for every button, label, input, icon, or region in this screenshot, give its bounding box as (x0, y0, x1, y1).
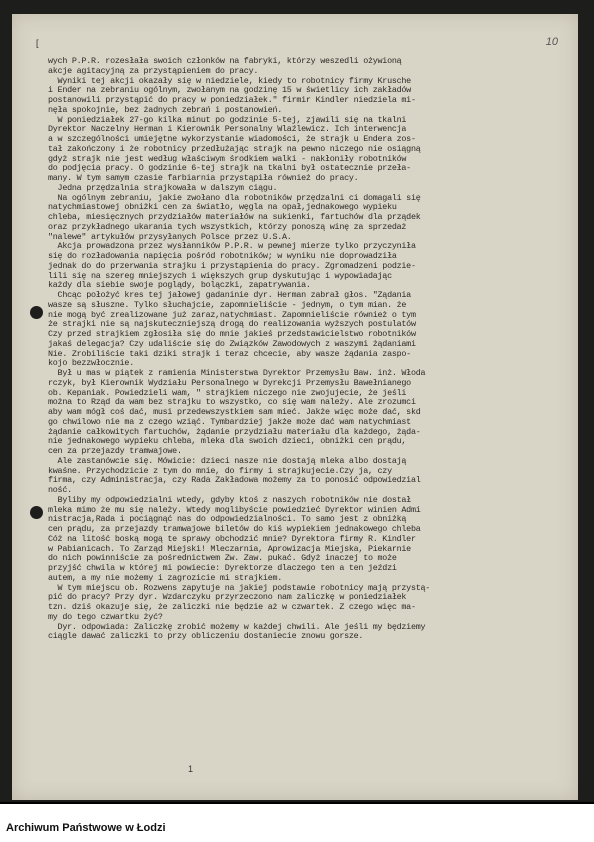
text-line: tzn. dziś okazuje się, że zaliczki nie będzie aż w czwartek. Z czego więc ma- (48, 603, 416, 612)
archive-name: Archiwum Państwowe w Łodzi (6, 822, 166, 834)
text-line: ność. (48, 486, 72, 495)
text-line: go chwilowo nie ma z czego wziąć. Tymbardziej jakże może dać wam natychmiast (48, 417, 411, 427)
text-line: tał zakończony i że robotnicy przedłużając strajk na pewno niczego nie osiągną (48, 144, 421, 154)
punch-hole (30, 506, 43, 519)
text-line: rczyk, był Kierownik Wydziału Personalnego w Dyrekcji Przemysłu Bawełnianego (48, 378, 411, 388)
text-line: Chcąc położyć kres tej jałowej gadaninie dyr. Herman zabrał głos. "Żądania (48, 291, 411, 300)
text-line: aby wam mógł coś dać, musi przedewszystkiem sam mieć. Jakże więc może dać, skd (48, 408, 421, 417)
text-line: many. W tym samym czasie farbiarnia przystąpiła również do pracy. (48, 174, 359, 183)
text-line: W poniedziałek 27-go kilka minut po godzinie 5-tej, zjawili się na tkalni (48, 115, 407, 125)
text-line: nęła spokojnie, bez żadnych zebrań i postanowień. (48, 105, 283, 115)
text-line: wych P.P.R. rozesłała swoich członków na fabryki, którzy weszedli ożywioną (48, 57, 402, 66)
text-line: jednak do do przerwania strajku i przystąpienia do pracy. Zgromadzeni podzie- (48, 261, 416, 271)
text-line: cen prądu, za przejazdy tramwajowe biletów do kiś wypiekiem jednakowego chleba (48, 525, 421, 534)
text-line: Czy przed strajkiem zgłosiła się do mnie jakieś przedstawicielstwo robotników (48, 330, 416, 339)
text-line: kojo bezzwłocznie. (48, 359, 134, 369)
text-line: lili się na szereg mniejszych i większych grup dyskutując i wypowiadając (48, 271, 392, 281)
text-line: W tym miejscu ob. Rozwens zapytuje na jakiej podstawie robotnicy mają przystą- (48, 583, 431, 593)
text-line: nie mogą być zrealizowane już zaraz,natychmiast. Zapomnieliście również o tym (48, 310, 416, 320)
text-line: postanowili przystąpić do pracy w poniedziałek." firmir Kindler niedziela mi- (48, 96, 416, 105)
text-line: nie jednakowego wypieku chleba, mleka dla swoich dzieci, obniżki cen prądu, (48, 437, 407, 447)
text-line: firma, czy Administracja, czy Rada Zakładowa możemy za to ponosić odpowiedzial (48, 476, 421, 486)
text-line: się do rozładowania napięcia pośród robotników; w wyniku nie doprowadziła (48, 252, 397, 261)
text-line: można to Rząd da wam bez strajku to wszystko, co się wam należy. Ale zrozumci (48, 398, 416, 408)
text-line: Cóż na litość boską mogą te sprawy obchodzić mnie? Dyrektora firmy R. Kindler (48, 534, 416, 544)
text-line: Akcja prowadzona przez wysłanników P.P.R. w pewnej mierze tylko przyczyniła (48, 242, 416, 252)
text-line: my do tego czwartku żyć? (48, 612, 163, 622)
text-line: pić do pracy? Przy dyr. Wzdarczyku przyrzeczono nam zaliczkę w poniedziałek (48, 593, 407, 603)
text-line: natychmiastowej obniżki cen za światło, węgla na opał,jednakowego wypieku (48, 203, 397, 213)
margin-mark: 1 (188, 764, 194, 774)
text-line: do nich powinniście za pośrednictwem Zw. Zaw. pukać. Gdyż inaczej to może (48, 554, 397, 564)
text-line: że strajki nie są najskuteczniejszą drogą do realizowania wyższych postulatów (48, 320, 416, 330)
text-line: wasze są słuszne. Tylko słuchajcie, zapomnieliście - jednym, o tym mian. że (48, 300, 407, 310)
typewritten-text (48, 57, 576, 642)
text-line: Byliby my odpowiedzialni wtedy, gdyby ktoś z naszych robotników nie dostał (48, 495, 411, 505)
text-line: żądanie całkowitych fartuchów, żądanie przydziału materiału dla każdego, żąda- (48, 427, 421, 437)
document-page (12, 14, 578, 800)
text-line: oraz przykładnego ukarania tych wszystkich, którzy ponoszą winę za sprzedaż (48, 222, 407, 232)
text-line: do podjęcia pracy. O godzinie 6-tej strajk na tkalni był ostatecznie przeła- (48, 164, 411, 174)
text-line: przyjść chwila w której mi powiecie: Dyrektorze dlaczego ten a ten jeździ (48, 564, 397, 573)
text-line: i Ender na zebraniu ogólnym, zwołanym na godzinę 15 w świetlicy ich zakładów (48, 86, 411, 96)
archive-footer (0, 802, 594, 842)
text-line: jakaś delegacja? Czy udaliście się do Związków Zawodowych z waszymi żądaniami (48, 339, 416, 349)
text-line: każdy dla siebie swoje poglądy, bolączki, zapatrywania. (48, 281, 311, 291)
text-line: gdyż strajk nie jest według właściwym środkiem walki - nakłoniły robotników (48, 154, 407, 164)
text-line: autem, a my nie możemy i zagrozicie mi strajkiem. (48, 573, 283, 583)
text-line: ciągle dawać zaliczki to przy obliczeniu dostaniecie znowu gorsze. (48, 632, 364, 642)
margin-mark: [ (36, 38, 39, 48)
text-line: kwaśne. Przychodzicie z tym do mnie, do firmy i strajkujecie.Czy ja, czy (48, 466, 392, 476)
text-line: w Pabianicach. To Zarząd Miejski! Mleczarnia, Aprowizacja Miejska, Piekarnie (48, 544, 411, 554)
text-line: Na ogólnym zebraniu, jakie zwołano dla robotników przędzalni ci domagali się (48, 193, 421, 203)
text-line: Ale zastanówcie się. Mówicie: dzieci nasze nie dostają mleka albo dostają (48, 456, 407, 466)
text-line: Nie. Zrobiliście taki dziki strajk i teraz chcecie, aby wasze żądania zaspo- (48, 349, 411, 359)
text-line: akcje agitacyjną za przystąpieniem do pracy. (48, 66, 259, 76)
text-line: chleba, miesięcznych przydziałów materiałów na sukienki, fartuchów dla prządek (48, 213, 421, 222)
text-line: mleka mimo że mu się należy. Wtedy moglibyście powiedzieć Dyrektor winien Admi (48, 505, 421, 515)
text-line: "nalewe" artykułów przysyłanych Polsce przez U.S.A. (48, 232, 292, 242)
punch-hole (30, 306, 43, 319)
text-line: Wyniki tej akcji okazały się w niedziele, kiedy to robotnicy firmy Krusche (48, 76, 411, 86)
text-line: Jedna przędzalnia strajkowała w dalszym ciągu. (48, 183, 278, 193)
text-line: ob. Kepaniak. Powiedzieli wam, " strajkiem niczego nie zwojujecie, że jeśli (48, 388, 407, 398)
text-line: Dyrektor Naczelny Herman i Kierownik Personalny Wlaźlewicz. Ich interwencja (48, 125, 407, 135)
text-line: a w szczególności umiejętne wykorzystanie wiadomości, że strajk u Endera zos- (48, 135, 416, 144)
text-line: nistracja,Rada i pociągnąć nas do odpowiedzialności. To samo jest z obniżką (48, 515, 407, 525)
text-line: cen za przejazdy tramwajowe. (48, 447, 182, 456)
text-line: Był u mas w piątek z ramienia Ministerstwa Dyrektor Przemysłu Baw. inż. Włoda (48, 369, 426, 378)
text-line: Dyr. odpowiada: Zaliczkę zrobić możemy w każdej chwili. Ale jeśli my będziemy (48, 622, 426, 632)
page-number: 10 (545, 36, 558, 48)
